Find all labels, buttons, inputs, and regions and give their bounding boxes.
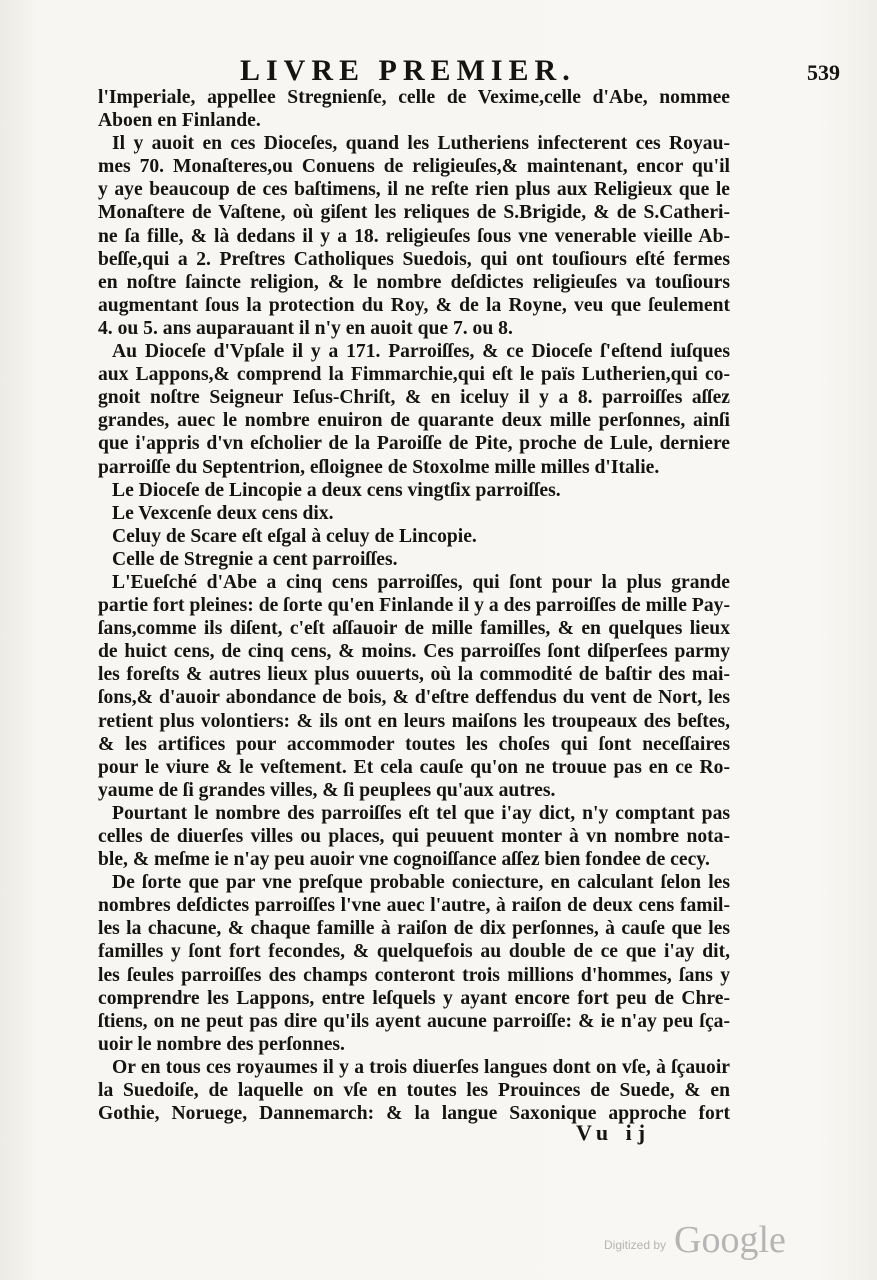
text-line: Aboen en Finlande. (98, 110, 261, 132)
text-line: Au Dioceſe d'Vpſale il y a 171. Parroiſſes, & ce Dioceſe ſ'eſtend iuſques (112, 341, 730, 363)
text-line: aux Lappons,& comprend la Fimmarchie,qui eſt le païs Lutherien,qui co- (98, 364, 730, 386)
text-line: mes 70. Monaſteres,ou Conuens de religieuſes,& maintenant, encor qu'il (98, 156, 730, 178)
text-line: Celle de Stregnie a cent parroiſſes. (112, 548, 398, 570)
text-line: uoir le nombre des perſonnes. (98, 1033, 345, 1055)
text-line: que i'appris d'vn eſcholier de la Paroiſſe de Pite, proche de Lule, derniere (98, 433, 730, 455)
text-line: grandes, auec le nombre enuiron de quarante deux mille perſonnes, ainſi (98, 410, 730, 432)
text-line: ble, & meſme ie n'ay peu auoir vne cognoiſſance aſſez bien fondee de cecy. (98, 849, 710, 871)
watermark-small-text: Digitized by (604, 1238, 667, 1252)
text-line: les la chacune, & chaque famille à raiſon de dix perſonnes, à cauſe que les (98, 918, 730, 940)
text-line: De ſorte que par vne preſque probable coniecture, en calculant ſelon les (112, 872, 730, 894)
text-line: la Suedoiſe, de laquelle on vſe en toutes les Prouinces de Suede, & en (98, 1080, 730, 1102)
text-line: ſtiens, on ne peut pas dire qu'ils ayent aucune parroiſſe: & ie n'ay peu ſça- (98, 1010, 730, 1032)
digitized-watermark (604, 1218, 794, 1266)
text-line: les ſeules parroiſſes des champs conteront trois millions d'hommes, ſans y (98, 964, 730, 986)
text-line: ſons,& d'auoir abondance de bois, & d'eſtre deffendus du vent de Nort, les (98, 687, 730, 709)
text-line: beſſe,qui a 2. Preſtres Catholiques Suedois, qui ont touſiours eſté fermes (98, 248, 730, 270)
text-line: Le Vexcenſe deux cens dix. (112, 502, 334, 524)
text-line: retient plus volontiers: & ils ont en leurs maiſons les troupeaux des beſtes, (98, 710, 730, 732)
text-line: celles de diuerſes villes ou places, qui peuuent monter à vn nombre nota- (98, 826, 730, 847)
text-line: Le Dioceſe de Lincopie a deux cens vingtſix parroiſſes. (112, 479, 561, 501)
text-line: L'Eueſché d'Abe a cinq cens parroiſſes, qui ſont pour la plus grande (112, 571, 730, 593)
text-line: de huict cens, de cinq cens, & moins. Ces parroiſſes ſont diſperſees parmy (98, 641, 730, 663)
body-text (98, 86, 730, 1125)
text-line: ſans,comme ils diſent, c'eſt aſſauoir de mille familles, & en quelques lieux (98, 618, 730, 640)
text-line: y aye beaucoup de ces baſtimens, il ne reſte rien plus aux Religieux que le (98, 179, 730, 201)
signature-mark: Vu ij (576, 1120, 652, 1145)
running-title: LIVRE PREMIER. (240, 54, 576, 87)
text-line: gnoit noſtre Seigneur Ieſus-Chriſt, & en iceluy il y a 8. parroiſſes aſſez (98, 387, 730, 409)
text-line: familles y ſont fort fecondes, & quelquefois au double de ce que i'ay dit, (98, 941, 730, 963)
text-line: 4. ou 5. ans auparauant il n'y en auoit que 7. ou 8. (98, 317, 513, 339)
text-line: Gothie, Noruege, Dannemarch: & la langue Saxonique approche fort (98, 1103, 730, 1125)
google-logo-text: Google (674, 1219, 786, 1261)
text-line: partie fort pleines: de ſorte qu'en Finlande il y a des parroiſſes de mille Pay- (98, 595, 730, 617)
text-line: pour le viure & le veſtement. Et cela cauſe qu'on ne trouue pas en ce Ro- (98, 756, 730, 778)
text-line: en noſtre ſaincte religion, & le nombre deſdictes religieuſes va touſiours (98, 271, 730, 293)
text-line: nombres deſdictes parroiſſes l'vne auec l'autre, à raiſon de deux cens famil- (98, 895, 730, 917)
page-number: 539 (807, 60, 840, 85)
text-line: & les artifices pour accommoder toutes les choſes qui ſont neceſſaires (98, 733, 730, 755)
text-line: Or en tous ces royaumes il y a trois diuerſes langues dont on vſe, à ſçauoir (112, 1056, 730, 1078)
text-line: ne ſa fille, & là dedans il y a 18. religieuſes ſous vne venerable vieille Ab- (98, 225, 730, 247)
text-line: Il y auoit en ces Dioceſes, quand les Lutheriens infecterent ces Royau- (112, 133, 730, 155)
text-line: comprendre les Lappons, entre leſquels y ayant encore fort peu de Chre- (98, 987, 730, 1009)
text-line: Pourtant le nombre des parroiſſes eſt tel que i'ay dict, n'y comptant pas (112, 802, 730, 824)
text-line: parroiſſe du Septentrion, eſloignee de Stoxolme mille milles d'Italie. (98, 456, 660, 478)
text-line: yaume de ſi grandes villes, & ſi peuplees qu'aux autres. (98, 779, 556, 801)
text-line: augmentant ſous la protection du Roy, & de la Royne, veu que ſeulement (98, 294, 730, 316)
text-line: les foreſts & autres lieux plus ouuerts, où la commodité de baſtir des mai- (98, 664, 730, 686)
text-line: Celuy de Scare eſt eſgal à celuy de Lincopie. (112, 525, 477, 547)
text-line: Monaſtere de Vaſtene, où giſent les reliques de S.Brigide, & de S.Catheri- (98, 202, 730, 224)
text-line: l'Imperiale, appellee Stregnienſe, celle de Vexime,celle d'Abe, nommee (98, 87, 730, 108)
